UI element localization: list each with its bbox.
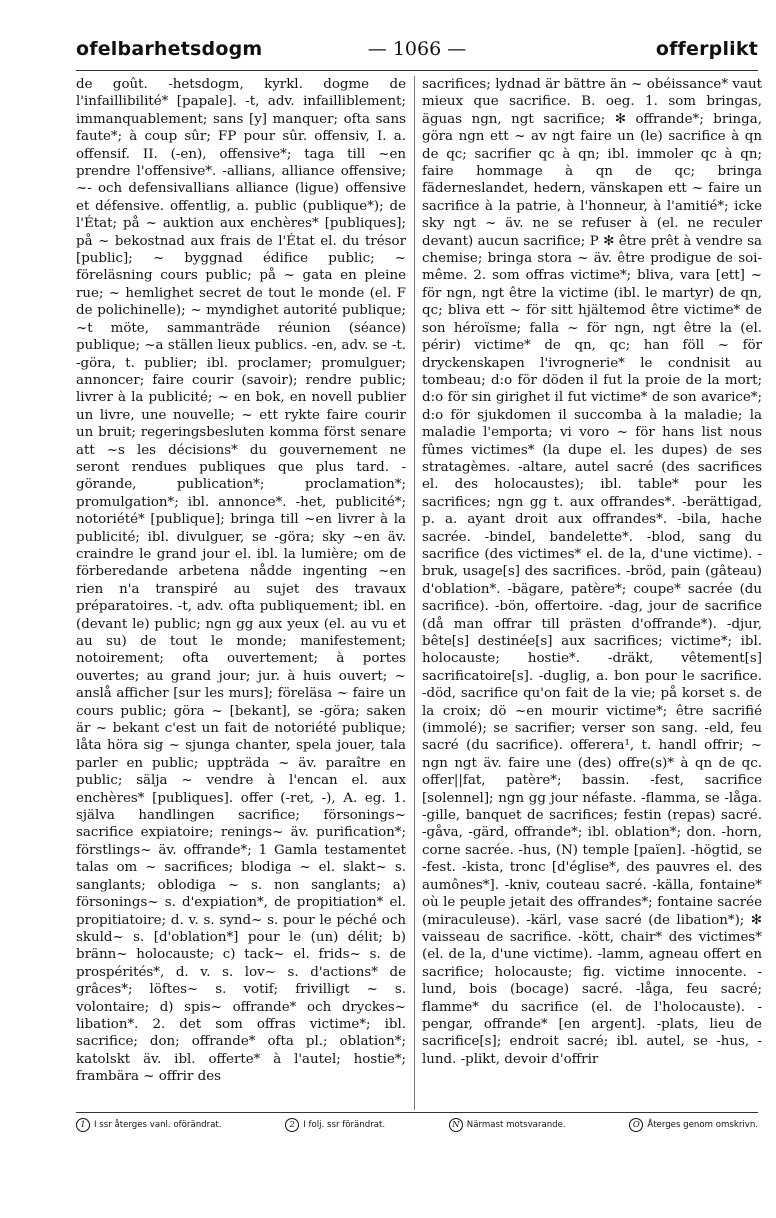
footnote	[449, 1118, 566, 1132]
footnote-text: I ssr återges vanl. oförändrat.	[94, 1120, 222, 1130]
left-guide-word: ofelbarhetsdogm	[76, 38, 263, 60]
footnote	[76, 1118, 222, 1132]
page-number: — 1066 —	[367, 38, 467, 60]
right-column-text: sacrifices; lydnad är bättre än ~ obéissance* vaut mieux que sacrifice. B. oeg. 1. som bringas, äguas ngn, ngt sacrifice; ✻ offrande*; bringa, göra ngn ett ~ av ngt faire un (le) sacrifice à qn de qc; sacrifier qc à qn; ibl. immoler qc à qn; faire hommage à qn de qc; bringa fäderneslandet, hedern, vänskapen ett ~ faire un sacrifice à la patrie, à l'honneur, à l'amitié*; icke sky ngt ~ äv. ne se refuser à (el. ne reculer devant) aucun sacrifice; P ✻ être prêt à vendre sa chemise; bringa stora ~ äv. être prodigue de soi-même. 2. som offras victime*; bliva, vara [ett] ~ för ngn, ngt être la victime (ibl. le martyr) de qn, qc; bliva ett ~ för sitt hjältemod être victime* de son héroïsme; falla ~ för ngn, ngt être la (el. périr) victime* de qn, qc; han föll ~ för dryckenskapen l'ivrognerie* le condnisit au tombeau; d:o för döden il fut la proie de la mort; d:o för sin girighet il fut victime* de son avarice*; d:o för sjukdomen il succomba à la maladie; la maladie l'emporta; vi voro ~ för hans list nous fûmes victimes* (la dupe el. les dupes) de ses stratagèmes. -altare, autel sacré (des sacrifices el. des holocaustes); ibl. table* pour les sacrifices; ngn gg t. aux offrandes*. -berättigad, p. a. ayant droit aux offrandes*. -bila, hache sacrée. -bindel, bandelette*. -blod, sang du sacrifice (des victimes* el. de la, d'une victime). -bruk, usage[s] des sacrifices. -bröd, pain (gâteau) d'oblation*. -bägare, patère*; coupe* sacrée (du sacrifice). -bön, offertoire. -dag, jour de sacrifice (då man offrar till prästen d'offrande*). -djur, bête[s] destinée[s] aux sacrifices; victime*; ibl. holocauste; hostie*. -dräkt, vêtement[s] sacrificatoire[s]. -duglig, a. bon pour le sacrifice. -död, sacrifice qu'on fait de la vie; på korset s. de la croix; dö ~en mourir victime*; être sacrifié (immolé); se sacrifier; verser son sang. -eld, feu sacré (du sacrifice). offerera¹, t. handl offrir; ~ ngn ngt äv. faire une (des) offre(s)* à qn de qc. offer||fat, patère*; bassin. -fest, sacrifice [solennel]; ngn gg jour néfaste. -flamma, se -låga. -gille, banquet de sacrifices; festin (repas) sacré. -gåva, -gärd, offrande*; ibl. oblation*; don. -horn, corne sacrée. -hus, (N) temple [païen]. -högtid, se -fest. -kista, tronc [d'église*, des pauvres el. des aumônes*]. -kniv, couteau sacré. -källa, fontaine* où le peuple jetait des offrandes*; fontaine sacrée (miraculeuse). -kärl, vase sacré (de libation*); ✻ vaisseau de sacrifice. -kött, chair* des victimes* (el. de la, d'une victime). -lamm, agneau offert en sacrifice; holocauste; fig. victime innocente. -lund, bois (bocage) sacré. -låga, feu sacré; flamme* du sacrifice (el. de l'holocauste). -pengar, offrande* [en argent]. -plats, lieu de sacrifice[s]; endroit sacré; ibl. autel, se -hus, -lund. -plikt, devoir d'offrir	[422, 77, 762, 1067]
left-column-text: de goût. -hetsdogm, kyrkl. dogme de l'infaillibilité* [papale]. -t, adv. infailliblement; immanquablement; sans [y] manquer; ofta sans faute*; à coup sûr; FP pour sûr. offensiv, I. a. offensif. II. (-en), offensive*; taga till ~en prendre l'offensive*. -allians, alliance offensive; ~- och defensivallians alliance (ligue) offensive et défensive. offentlig, a. public (publique*); de l'État; på ~ auktion aux enchères* [publiques]; på ~ bekostnad aux frais de l'État el. du trésor [public]; ~ byggnad édifice public; ~ föreläsning cours public; på ~ gata en pleine rue; ~ hemlighet secret de tout le monde (el. F de polichinelle); ~ myndighet autorité publique; ~t möte, sammanträde réunion (séance) publique; ~a ställen lieux publics. -en, adv. se -t. -göra, t. publier; ibl. proclamer; promulguer; annoncer; faire courir (savoir); rendre public; livrer à la publicité; ~ en bok, en novell publier un livre, une nouvelle; ~ ett rykte faire courir un bruit; regeringsbesluten komma först senare att ~s les décisions* du gouvernement ne seront rendues publiques que plus tard. -görande, publication*; proclamation*; promulgation*; ibl. annonce*. -het, publicité*; notoriété* [publique]; bringa till ~en livrer à la publicité; ibl. divulguer, se -göra; sky ~en äv. craindre le grand jour el. ibl. la lumière; om de förberedande arbetena nådde ingenting ~en rien n'a transpiré au sujet des travaux préparatoires. -t, adv. ofta publiquement; ibl. en (devant le) public; ngn gg aux yeux (el. au vu et au su) de tout le monde; manifestement; notoirement; ofta ouvertement; à portes ouvertes; au grand jour; jur. à huis ouvert; ~ anslå afficher [sur les murs]; föreläsa ~ faire un cours public; göra ~ [bekant], se -göra; saken är ~ bekant c'est un fait de notoriété publique; låta höra sig ~ sjunga chanter, spela jouer, tala parler en public; uppträda ~ äv. paraître en public; sälja ~ vendre à l'encan el. aux enchères* [publiques]. offer (-ret, -), A. eg. 1. själva handlingen sacrifice; försonings~ sacrifice expiatoire; renings~ äv. purification*; förstlings~ äv. offrande*; 1 Gamla testamentet talas om ~ sacrifices; blodiga ~ el. slakt~ s. sanglants; oblodiga ~ s. non sanglants; a) försonings~ s. d'expiation*, de propitiation* el. propitiatoire; d. v. s. synd~ s. pour le péché och skuld~ s. [d'oblation*] pour le (un) délit; b) bränn~ holocauste; c) tack~ el. frids~ s. de prospérités*, d. v. s. lov~ s. d'actions* de grâces*; löftes~ s. votif; frivilligt ~ s. volontaire; d) spis~ offrande* och dryckes~ libation*. 2. det som offras victime*; ibl. sacrifice; don; offrande* ofta pl.; oblation*; katolskt äv. ibl. offerte* à l'autel; hostie*; frambära ~ offrir des	[76, 77, 406, 1085]
footnote-symbol: 1	[76, 1118, 90, 1132]
footnote-symbol: N	[449, 1118, 463, 1132]
footnote-text: Återges genom omskrivn.	[647, 1120, 758, 1130]
footnote-text: I folj. ssr förändrat.	[303, 1120, 386, 1130]
footnote-symbol: 2	[285, 1118, 299, 1132]
right-guide-word: offerplikt	[655, 38, 758, 60]
left-column	[76, 76, 406, 1110]
footnote-text: Närmast motsvarande.	[466, 1120, 566, 1130]
header-rule	[76, 70, 758, 71]
right-column	[422, 76, 762, 1110]
footer-rule	[76, 1112, 758, 1113]
column-divider	[414, 76, 415, 1110]
footnotes	[76, 1117, 758, 1133]
footnote	[285, 1118, 385, 1132]
footnote-symbol: O	[629, 1118, 643, 1132]
footnote	[629, 1118, 758, 1132]
page-header	[76, 38, 758, 66]
